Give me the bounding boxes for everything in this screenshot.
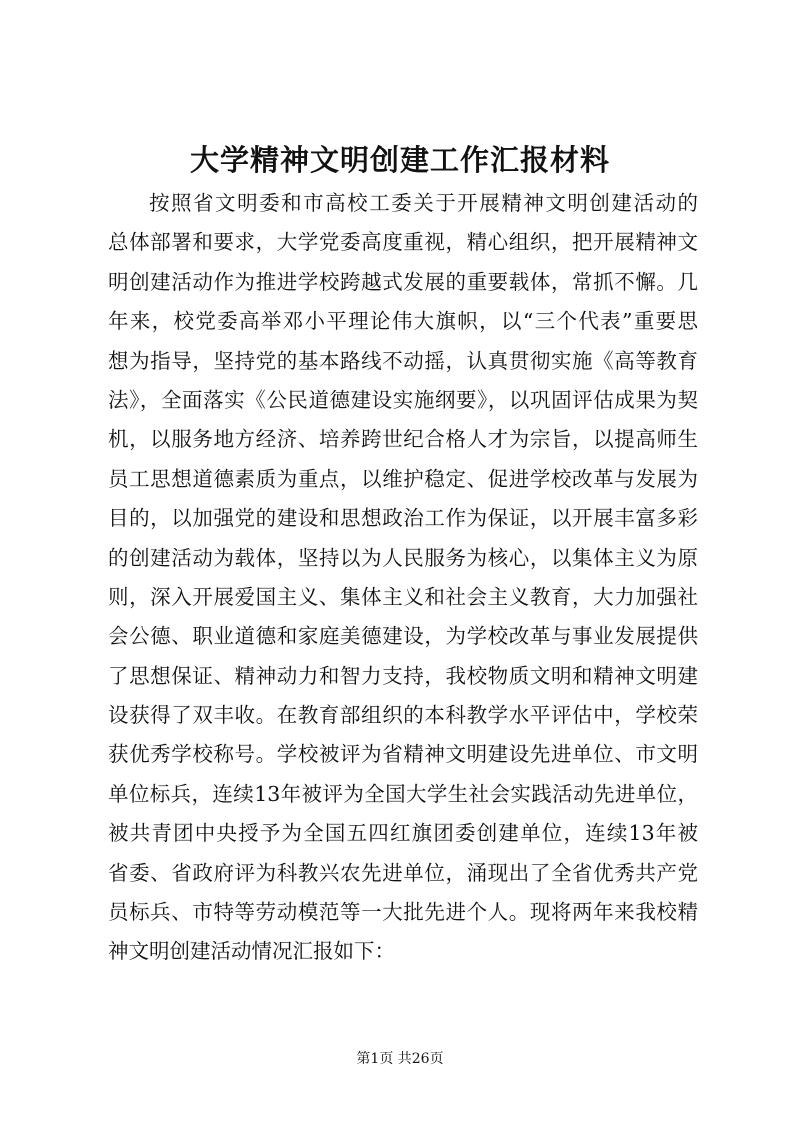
paragraph-line: 按照省文明委和市高校工委关于开展精神文明创建活动的: [149, 191, 698, 215]
paragraph-line: 了思想保证、精神动力和智力支持，我校物质文明和精神文明建: [108, 663, 698, 688]
paragraph-line: 年来，校党委高举邓小平理论伟大旗帜，以“三个代表”重要思: [108, 309, 698, 334]
paragraph-line: 单位标兵，连续13年被评为全国大学生社会实践活动先进单位，: [108, 781, 698, 806]
paragraph-line: 总体部署和要求，大学党委高度重视，精心组织，把开展精神文: [108, 230, 698, 255]
paragraph-line: 想为指导，坚持党的基本路线不动摇，认真贯彻实施《高等教育: [108, 348, 698, 373]
paragraph-line: 被共青团中央授予为全国五四红旗团委创建单位，连续13年被: [108, 821, 698, 846]
paragraph-line: 省委、省政府评为科教兴农先进单位，涌现出了全省优秀共产党: [108, 860, 698, 885]
paragraph-line: 则，深入开展爱国主义、集体主义和社会主义教育，大力加强社: [108, 584, 698, 609]
paragraph-line: 法》，全面落实《公民道德建设实施纲要》，以巩固评估成果为契: [108, 387, 698, 412]
body-paragraph: [108, 184, 698, 972]
paragraph-line: 员标兵、市特等劳动模范等一大批先进个人。现将两年来我校精: [108, 900, 698, 925]
paragraph-line: 设获得了双丰收。在教育部组织的本科教学水平评估中，学校荣: [108, 703, 698, 728]
paragraph-line: 目的，以加强党的建设和思想政治工作为保证，以开展丰富多彩: [108, 506, 698, 531]
paragraph-line: 的创建活动为载体，坚持以为人民服务为核心，以集体主义为原: [108, 545, 698, 570]
page-number-footer: 第1页 共26页: [356, 1051, 444, 1067]
paragraph-line: 机，以服务地方经济、培养跨世纪合格人才为宗旨，以提高师生: [108, 427, 698, 452]
paragraph-line: 获优秀学校称号。学校被评为省精神文明建设先进单位、市文明: [108, 742, 698, 767]
paragraph-line: 员工思想道德素质为重点，以维护稳定、促进学校改革与发展为: [108, 466, 698, 491]
document-title: 大学精神文明创建工作汇报材料: [189, 143, 610, 177]
paragraph-line: 会公德、职业道德和家庭美德建设，为学校改革与事业发展提供: [108, 624, 698, 649]
paragraph-line: 神文明创建活动情况汇报如下：: [108, 939, 395, 964]
paragraph-line: 明创建活动作为推进学校跨越式发展的重要载体，常抓不懈。几: [108, 269, 698, 294]
